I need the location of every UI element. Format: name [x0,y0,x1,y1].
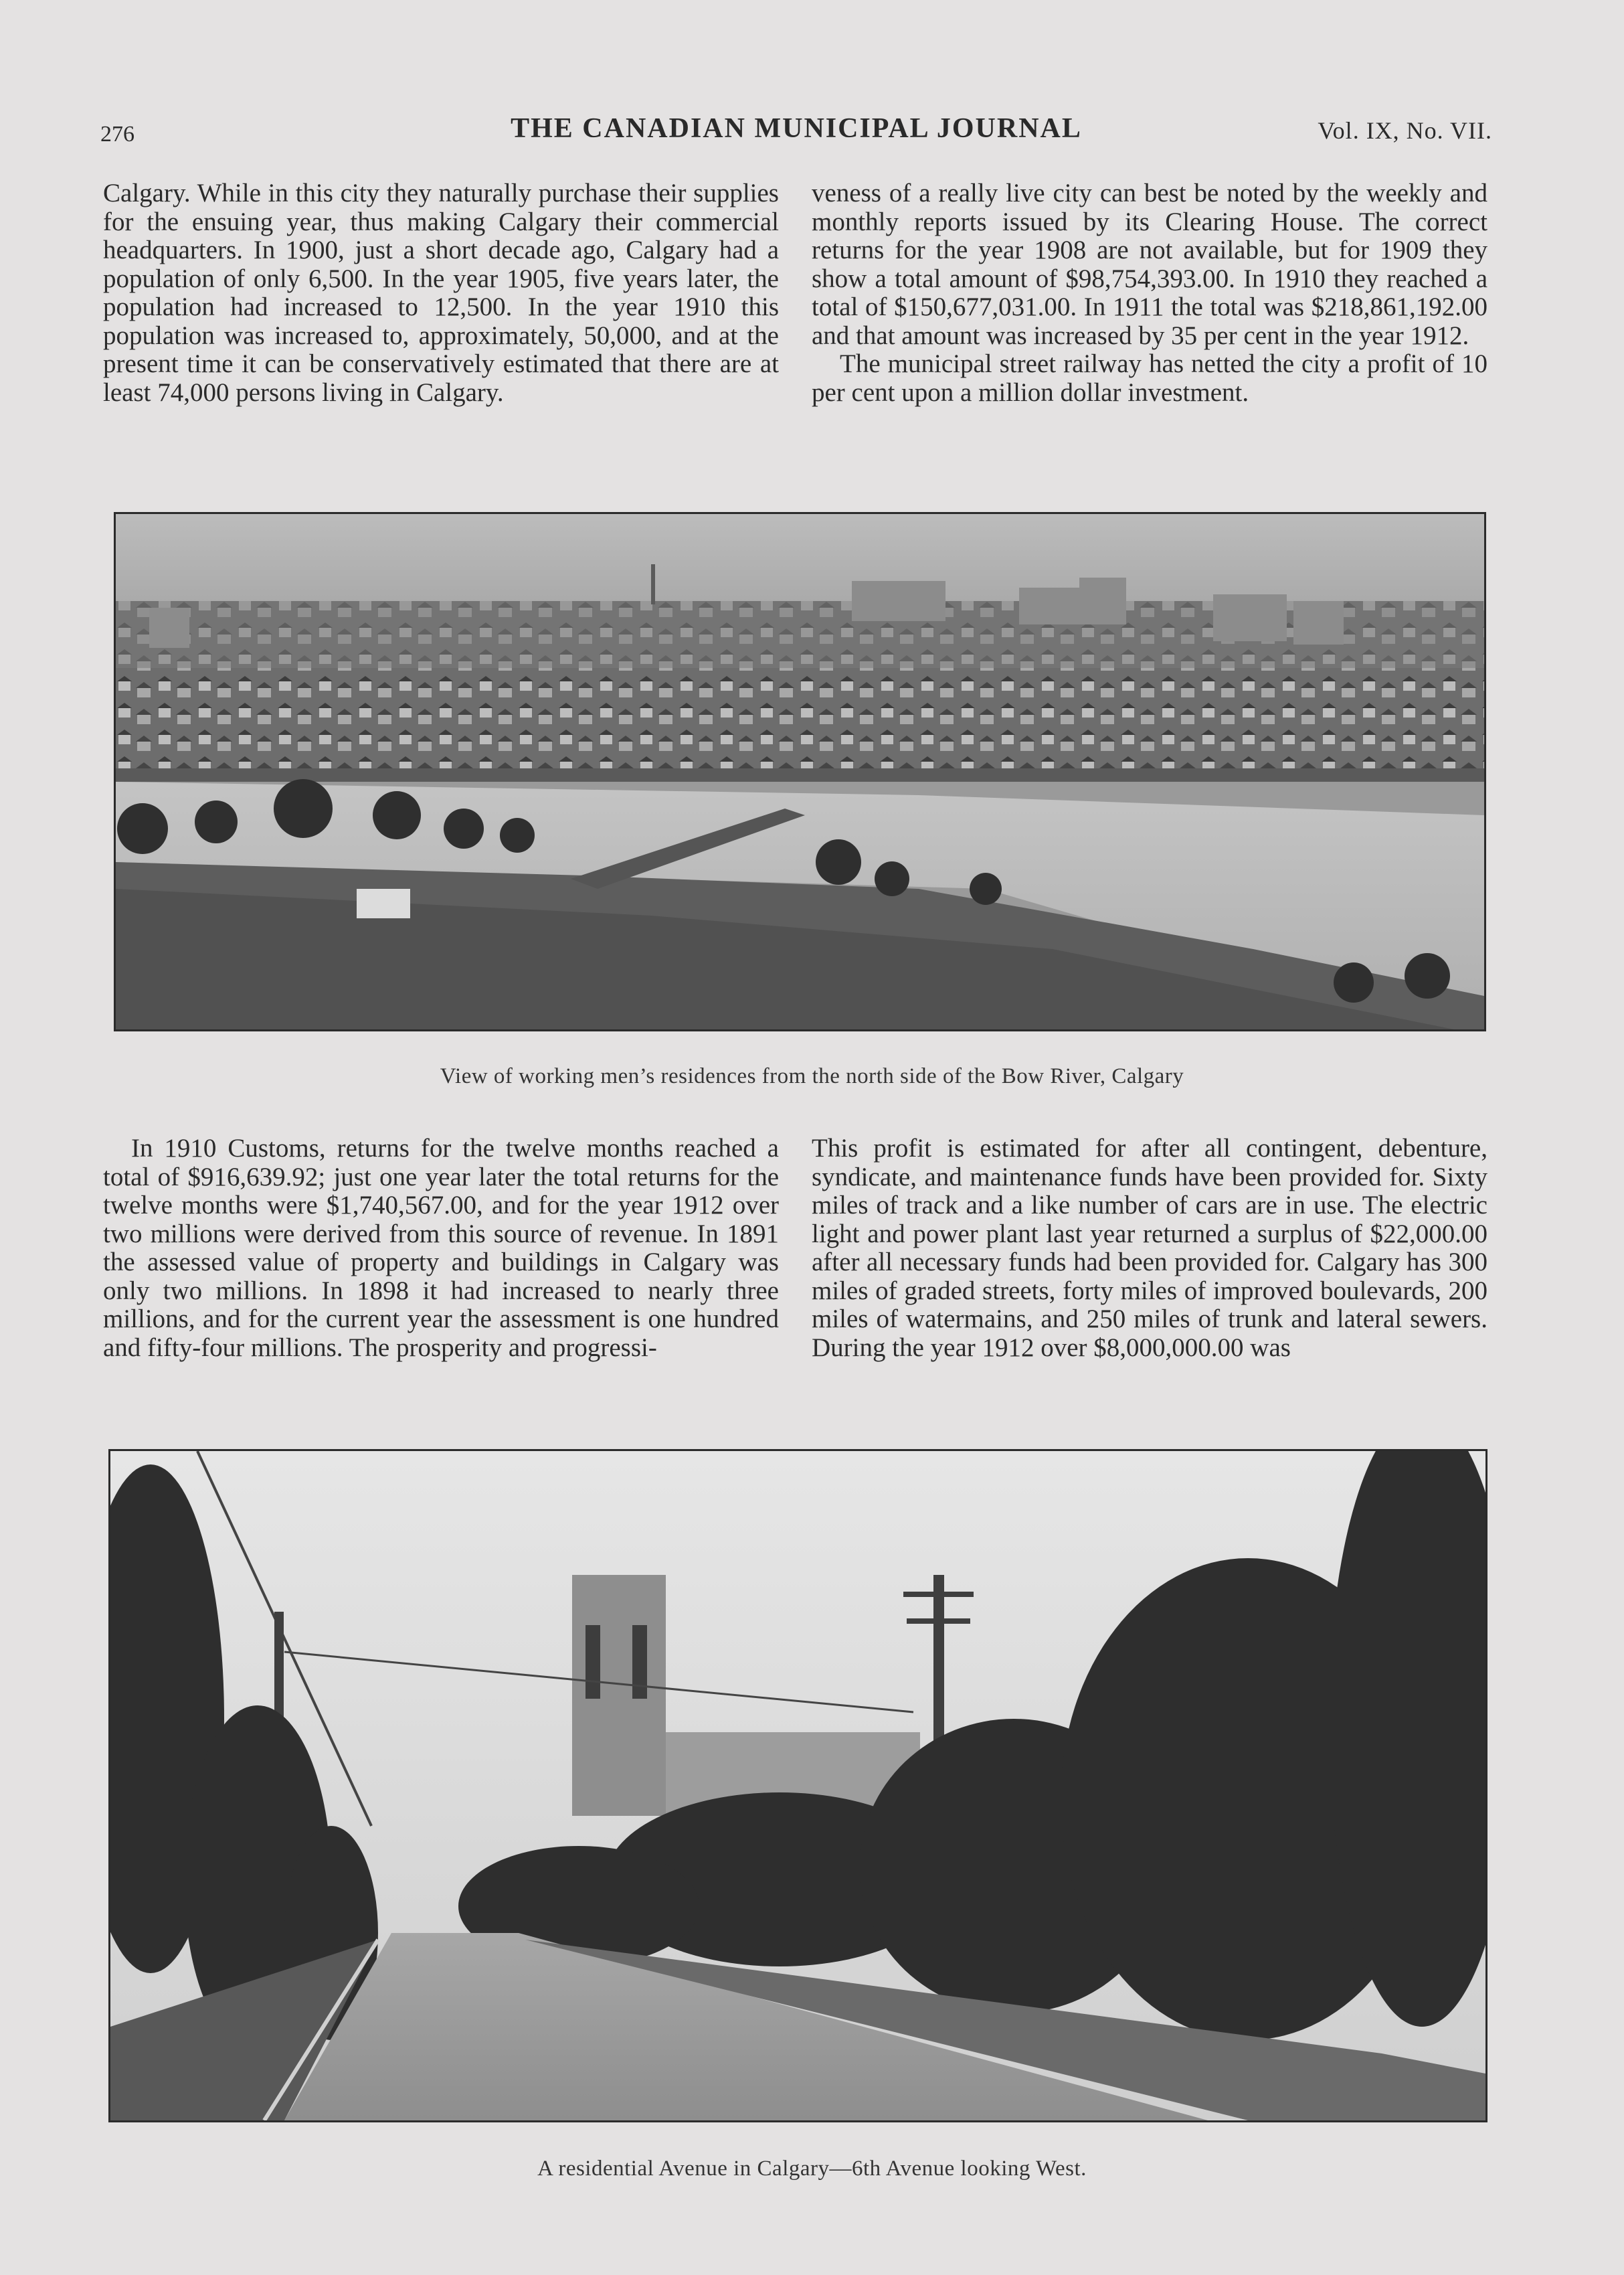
middle-left-column [103,1134,779,1362]
paragraph: Calgary. While in this city they naturally purchase their supplies for the ensuing year, thus making Calgary their commercial headquarters. In 1900, just a short decade ago, Calgary had a population of only 6,500. In the year 1905, five years later, the population had increased to 12,500. In the year 1910 this population was increased to, approximately, 50,000, and at the present time it can be conservatively estimated that there are at least 74,000 persons living in Calgary. [103,179,779,407]
avenue-image [110,1451,1485,2120]
river-panorama-image [116,514,1484,1029]
top-right-column [812,179,1487,407]
page-header [100,112,1492,153]
issue-label: Vol. IX, No. VII. [1318,117,1492,144]
journal-title: THE CANADIAN MUNICIPAL JOURNAL [511,113,1082,144]
top-left-column [103,179,779,407]
paragraph: This profit is estimated for after all contingent, debenture, syndicate, and maintenance funds have been provided for. Sixty miles of track and a like number of cars are in use. The electric light and power plant last year returned a surplus of $22,000.00 after all necessary funds had been provided for. Calgary has 300 miles of graded streets, forty miles of improved boulevards, 200 miles of watermains, and 250 miles of trunk and lateral sewers. During the year 1912 over $8,000,000.00 was [812,1134,1487,1362]
photo2-caption: A residential Avenue in Calgary—6th Avenue looking West. [537,2157,1087,2181]
avenue-street-photo [108,1449,1487,2122]
photo1-caption: View of working men’s residences from the north side of the Bow River, Calgary [440,1064,1184,1088]
paragraph: In 1910 Customs, returns for the twelve months reached a total of $916,639.92; just one year later the total returns for the twelve months were $1,740,567.00, and for the year 1912 over two millions were derived from this source of revenue. In 1891 the assessed value of property and buildings in Calgary was only two millions. In 1898 it had increased to nearly three millions, and for the current year the assessment is one hundred and fifty-four millions. The prosperity and progressi- [103,1134,779,1362]
river-panorama-photo [114,512,1486,1031]
middle-right-column [812,1134,1487,1362]
page-number: 276 [100,122,134,147]
paragraph: veness of a really live city can best be noted by the weekly and monthly reports issued by its Clearing House. The correct returns for the year 1908 are not available, but for 1909 they show a total amount of $98,754,393.00. In 1910 they reached a total of $150,677,031.00. In 1911 the total was $218,861,192.00 and that amount was increased by 35 per cent in the year 1912. [812,179,1487,350]
paragraph: The municipal street railway has netted the city a profit of 10 per cent upon a million dollar investment. [812,349,1487,407]
